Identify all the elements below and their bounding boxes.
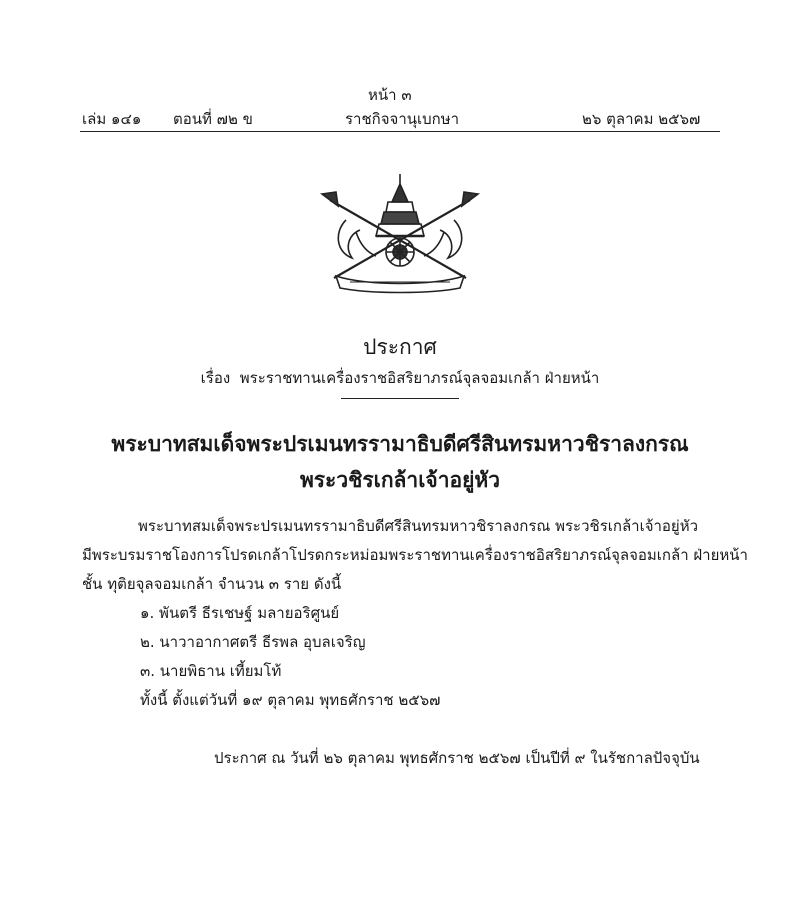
- announcement-date-line: ประกาศ ณ วันที่ ๒๖ ตุลาคม พุทธศักราช ๒๕๖๗ เป็นปีที่ ๙ ในรัชกาลปัจจุบัน: [214, 749, 700, 767]
- subject-label: เรื่อง: [200, 369, 231, 387]
- recipient-item: ๓. นายพิธาน เที้ยมโท้: [140, 662, 282, 680]
- announcement-title: ประกาศ: [363, 335, 437, 359]
- effective-date: ทั้งนี้ ตั้งแต่วันที่ ๑๙ ตุลาคม พุทธศักราช ๒๕๖๗: [140, 691, 441, 709]
- gazette-name: ราชกิจจานุเบกษา: [345, 110, 460, 128]
- gazette-section: ตอนที่ ๗๒ ข: [173, 110, 253, 128]
- announcement-subject: [0, 366, 800, 390]
- subject-text: พระราชทานเครื่องราชอิสริยาภรณ์จุลจอมเกล้า ฝ่ายหน้า: [239, 369, 600, 387]
- paragraph-line: มีพระบรมราชโองการโปรดเกล้าโปรดกระหม่อมพระราชทานเครื่องราชอิสริยาภรณ์จุลจอมเกล้า ฝ่ายหน้า: [82, 546, 748, 564]
- title-divider: [341, 398, 459, 399]
- recipient-item: ๑. พันตรี ธีรเชษฐ์ มลายอริศูนย์: [140, 604, 340, 622]
- king-title-line2: พระวชิรเกล้าเจ้าอยู่หัว: [299, 468, 501, 492]
- gazette-volume: เล่ม ๑๔๑: [82, 110, 142, 128]
- paragraph-line: ชั้น ทุติยจุลจอมเกล้า จำนวน ๓ ราย ดังนี้: [82, 575, 342, 593]
- header-divider: [80, 131, 720, 132]
- gazette-date: ๒๖ ตุลาคม ๒๕๖๗: [582, 110, 701, 128]
- page-number: หน้า ๓: [368, 86, 412, 104]
- royal-emblem-icon: [316, 172, 484, 294]
- recipient-item: ๒. นาวาอากาศตรี ธีรพล อุบลเจริญ: [140, 633, 366, 651]
- king-title-line1: พระบาทสมเด็จพระปรเมนทรรามาธิบดีศรีสินทรมหาวชิราลงกรณ: [111, 432, 689, 456]
- paragraph-line: พระบาทสมเด็จพระปรเมนทรรามาธิบดีศรีสินทรมหาวชิราลงกรณ พระวชิรเกล้าเจ้าอยู่หัว: [138, 517, 699, 535]
